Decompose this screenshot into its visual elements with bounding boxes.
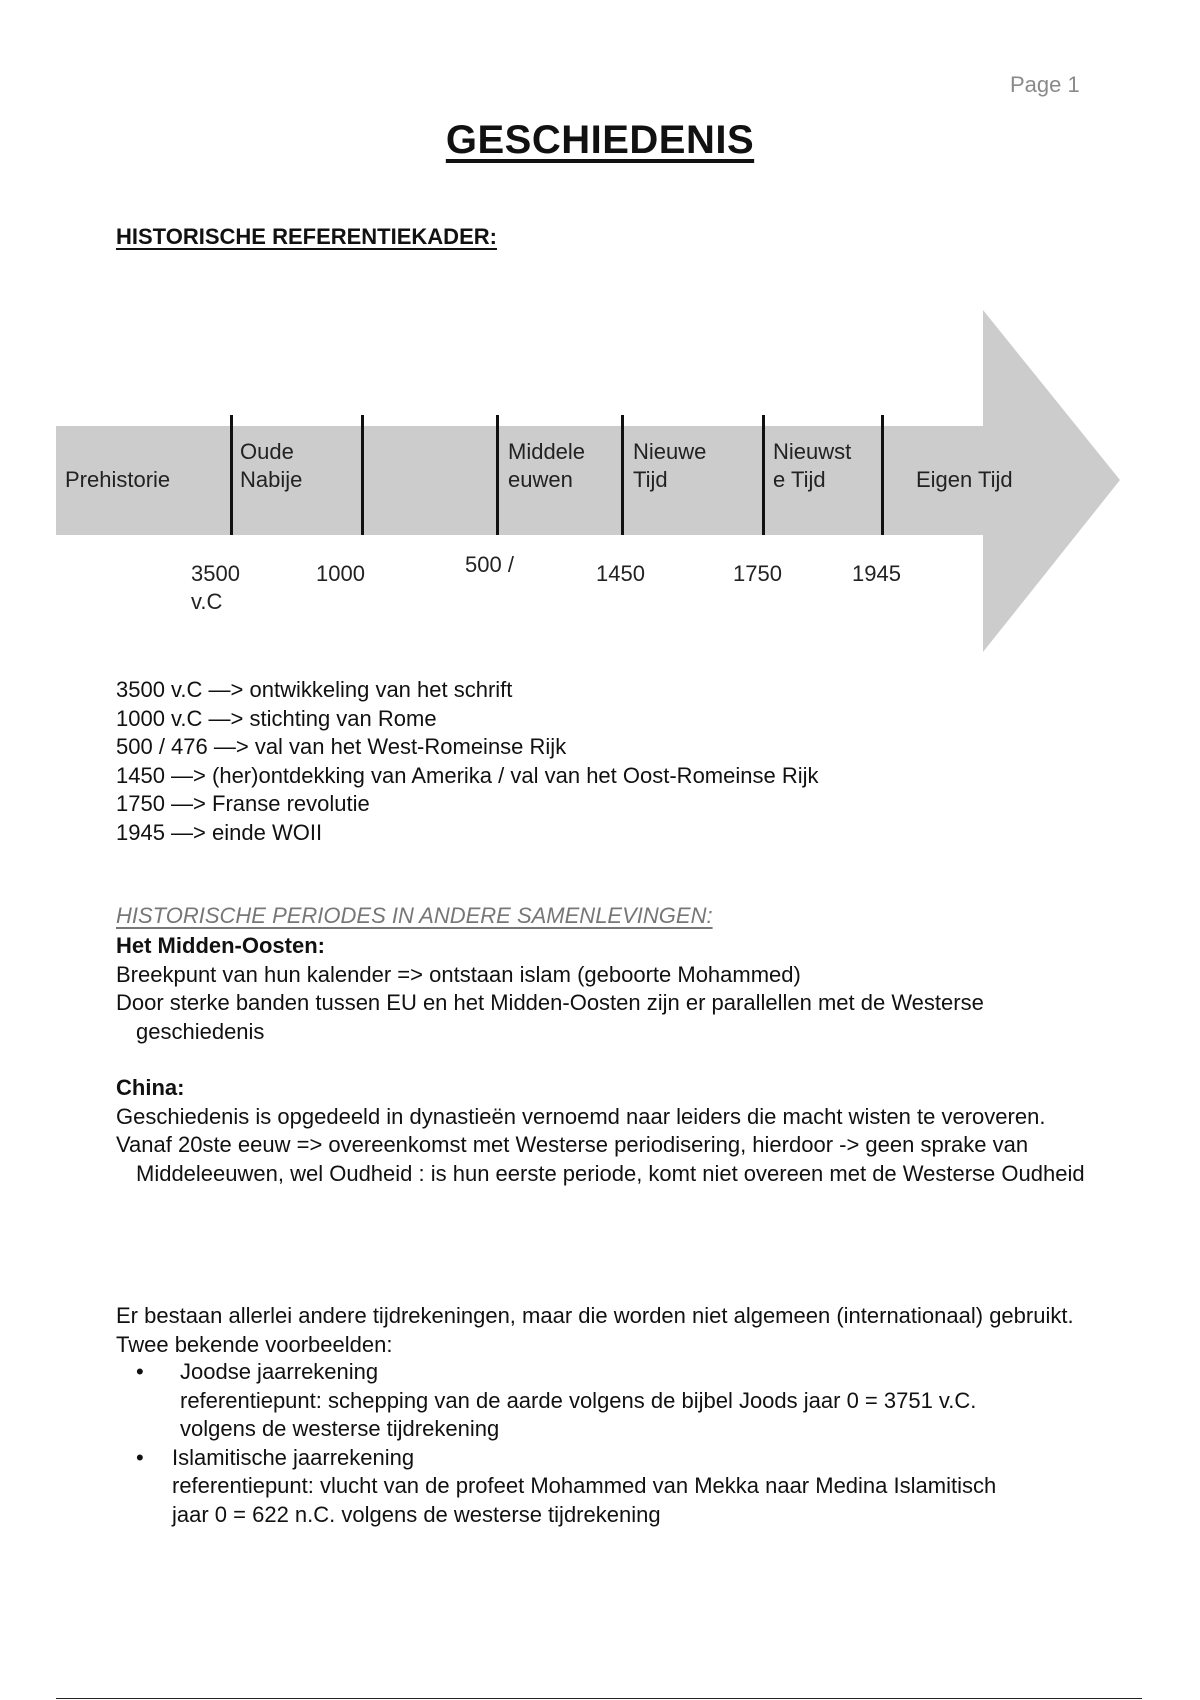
timeline-date: 1450 xyxy=(596,561,645,586)
period-label: Nieuwe Tijd xyxy=(633,439,707,492)
paragraph: Door sterke banden tussen EU en het Midden-Oosten zijn er parallellen met de Westerse geschiedenis xyxy=(116,990,984,1044)
calendar-detail: referentiepunt: vlucht van de profeet Mohammed van Mekka naar Medina Islamitisch xyxy=(172,1473,997,1498)
bullet-icon: • xyxy=(136,1359,144,1384)
bullet-icon: • xyxy=(136,1444,144,1470)
timeline-date: 1750 xyxy=(733,561,782,586)
calendars-intro: Er bestaan allerlei andere tijdrekeningen, maar die worden niet algemeen (internationaal) gebruikt. Twee bekende voorbeelden: xyxy=(116,1303,1074,1357)
other-periods-heading: HISTORISCHE PERIODES IN ANDERE SAMENLEVINGEN: xyxy=(116,903,713,928)
event-item: 1000 v.C —> stichting van Rome xyxy=(116,705,437,731)
middle-east-section xyxy=(116,932,1106,1046)
divider-line xyxy=(230,415,233,535)
calendar-detail: volgens de westerse tijdrekening xyxy=(180,1416,500,1441)
timeline-arrow xyxy=(0,300,1200,680)
event-item: 3500 v.C —> ontwikkeling van het schrift xyxy=(116,677,513,702)
list-item xyxy=(116,1444,1116,1530)
divider-line xyxy=(496,415,499,535)
event-list xyxy=(116,676,819,847)
timeline-diagram xyxy=(0,300,1200,680)
event-item: 1750 —> Franse revolutie xyxy=(116,791,370,816)
paragraph: Geschiedenis is opgedeeld in dynastieën vernoemd naar leiders die macht wisten te veroveren. xyxy=(116,1103,1046,1129)
divider-line xyxy=(361,415,364,535)
footer-rule xyxy=(56,1698,1142,1699)
timeline-date: 1000 xyxy=(316,561,365,586)
middle-east-title: Het Midden-Oosten: xyxy=(116,933,325,958)
timeline-date: 3500 v.C xyxy=(191,561,240,614)
divider-line xyxy=(881,415,884,535)
event-item: 500 / 476 —> val van het West-Romeinse Rijk xyxy=(116,734,567,759)
calendar-list xyxy=(116,1358,1116,1529)
divider-line xyxy=(621,415,624,535)
paragraph: Breekpunt van hun kalender => ontstaan islam (geboorte Mohammed) xyxy=(116,961,801,987)
period-label: Eigen Tijd xyxy=(916,467,1013,492)
period-label: Nieuwst e Tijd xyxy=(773,439,852,492)
period-label: Oude Nabije xyxy=(240,439,303,492)
calendar-name: Islamitische jaarrekening xyxy=(172,1444,415,1470)
timeline-date: 1945 xyxy=(852,561,901,586)
calendar-detail: referentiepunt: schepping van de aarde volgens de bijbel Joods jaar 0 = 3751 v.C. xyxy=(180,1387,977,1413)
period-label: Middele euwen xyxy=(508,439,586,492)
document-title: GESCHIEDENIS xyxy=(445,118,755,162)
timeline-date: 500 / xyxy=(465,552,514,577)
event-item: 1450 —> (her)ontdekking van Amerika / val van het Oost-Romeinse Rijk xyxy=(116,762,819,788)
calendar-name: Joodse jaarrekening xyxy=(180,1359,379,1384)
china-section xyxy=(116,1074,1106,1188)
china-title: China: xyxy=(116,1075,185,1100)
list-item xyxy=(116,1358,1116,1444)
divider-line xyxy=(762,415,765,535)
page-number: Page 1 xyxy=(1010,72,1080,97)
calendar-detail: jaar 0 = 622 n.C. volgens de westerse tijdrekening xyxy=(172,1501,661,1527)
event-item: 1945 —> einde WOII xyxy=(116,819,323,845)
section-heading: HISTORISCHE REFERENTIEKADER: xyxy=(116,224,497,249)
period-label: Prehistorie xyxy=(65,467,171,492)
paragraph: Vanaf 20ste eeuw => overeenkomst met Westerse periodisering, hierdoor -> geen sprake van Middeleeuwen, wel Oudheid : is hun eerste periode, komt niet overeen met de Westerse Oudheid xyxy=(116,1132,1085,1186)
